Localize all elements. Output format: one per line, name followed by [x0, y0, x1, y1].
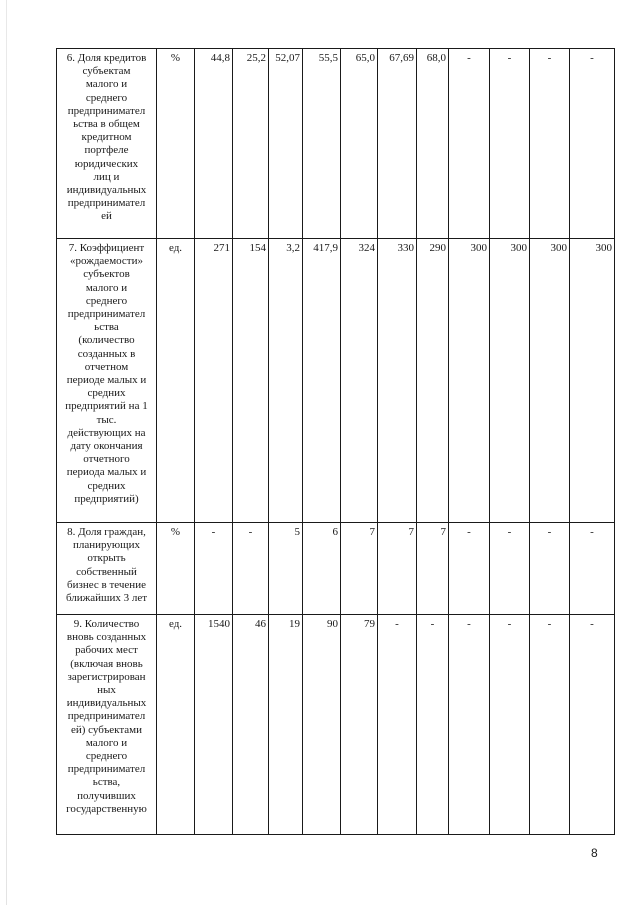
value-cell: 90 [303, 615, 341, 835]
scan-edge [6, 0, 7, 905]
value-cell: 417,9 [303, 239, 341, 523]
value-cell: 7 [341, 523, 378, 615]
value-cell: - [530, 523, 570, 615]
unit-cell: ед. [157, 615, 195, 835]
indicator-cell: 7. Коэффициент «рождаемости» субъектов малого и среднего предпринимател ьства (количество созданных в отчетном периоде малых и средних предприятий на 1 тыс. действующих на дату окончания отчетного периода малых и средних предприятий) [57, 239, 157, 523]
value-cell: - [490, 615, 530, 835]
value-cell: 44,8 [195, 49, 233, 239]
value-cell: - [490, 49, 530, 239]
value-cell: - [449, 615, 490, 835]
value-cell: - [449, 523, 490, 615]
value-cell: 330 [378, 239, 417, 523]
value-cell: - [490, 523, 530, 615]
value-cell: 68,0 [417, 49, 449, 239]
value-cell: 300 [490, 239, 530, 523]
value-cell: - [570, 615, 615, 835]
value-cell: - [233, 523, 269, 615]
value-cell: 300 [570, 239, 615, 523]
value-cell: 154 [233, 239, 269, 523]
value-cell: - [530, 615, 570, 835]
indicator-cell: 6. Доля кредитов субъектам малого и среднего предпринимател ьства в общем кредитном портфеле юридических лиц и индивидуальных предпринимател ей [57, 49, 157, 239]
value-cell: 300 [530, 239, 570, 523]
value-cell: 290 [417, 239, 449, 523]
value-cell: 67,69 [378, 49, 417, 239]
table-row [57, 49, 615, 239]
value-cell: 19 [269, 615, 303, 835]
value-cell: 5 [269, 523, 303, 615]
value-cell: 6 [303, 523, 341, 615]
value-cell: 65,0 [341, 49, 378, 239]
value-cell: 25,2 [233, 49, 269, 239]
value-cell: - [570, 523, 615, 615]
unit-cell: % [157, 523, 195, 615]
value-cell: 324 [341, 239, 378, 523]
indicator-cell: 9. Количество вновь созданных рабочих мест (включая вновь зарегистрирован ных индивидуальных предпринимател ей) субъектами малого и среднего предпринимател ьства, получивших государственную [57, 615, 157, 835]
value-cell: 300 [449, 239, 490, 523]
table-row [57, 523, 615, 615]
value-cell: - [378, 615, 417, 835]
value-cell: - [570, 49, 615, 239]
value-cell: - [530, 49, 570, 239]
page-number: 8 [591, 846, 598, 860]
value-cell: 46 [233, 615, 269, 835]
indicators-table [56, 48, 615, 835]
table-row [57, 239, 615, 523]
value-cell: 55,5 [303, 49, 341, 239]
value-cell: - [417, 615, 449, 835]
value-cell: 7 [378, 523, 417, 615]
value-cell: 271 [195, 239, 233, 523]
value-cell: - [195, 523, 233, 615]
value-cell: 1540 [195, 615, 233, 835]
unit-cell: ед. [157, 239, 195, 523]
value-cell: 79 [341, 615, 378, 835]
value-cell: 3,2 [269, 239, 303, 523]
value-cell: 52,07 [269, 49, 303, 239]
indicator-cell: 8. Доля граждан, планирующих открыть собственный бизнес в течение ближайших 3 лет [57, 523, 157, 615]
table-row [57, 615, 615, 835]
value-cell: 7 [417, 523, 449, 615]
unit-cell: % [157, 49, 195, 239]
value-cell: - [449, 49, 490, 239]
